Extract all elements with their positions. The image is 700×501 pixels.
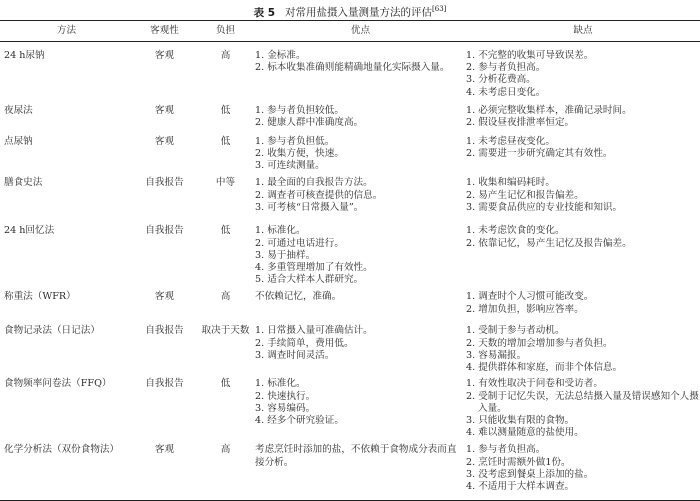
pros-item: 1. 标准化。 [255,378,306,390]
cons-list [466,291,700,315]
cell-burden: 高 [220,291,231,303]
pros-item: 2. 标本收集准确则能精确地量化实际摄入量。 [255,62,450,74]
cell-objectivity: 自我报告 [145,325,184,337]
table-row [0,99,700,132]
cell-method: 24 h回忆法 [4,225,55,237]
header-objectivity: 客观性 [150,24,179,36]
pros-item: 1. 参与者负担低。 [255,135,335,147]
cell-cons [466,374,700,439]
pros-item: 3. 易于抽样。 [255,249,316,261]
cell-burden: 高 [220,50,231,61]
cell-pros [255,132,466,173]
cons-item: 4. 不适用于大样本调查。 [466,481,575,493]
cell-objectivity: 自我报告 [145,177,184,189]
cons-item: 1. 未考虑饮食的变化。 [466,225,565,237]
cons-list [466,444,700,493]
pros-item: 2. 收集方便，快速。 [255,148,344,160]
cons-item: 2. 增加负担，影响应答率。 [466,303,584,315]
cell-pros [255,219,466,286]
pros-item: 3. 容易编码。 [255,402,316,414]
pros-list [255,50,466,74]
pros-text: 不依赖记忆，准确。 [255,291,342,303]
cell-cons [466,286,700,321]
cell-cons [466,219,700,286]
cell-cons [466,132,700,173]
cell-pros [255,374,466,439]
pros-item: 1. 标准化。 [255,225,306,237]
cons-item: 1. 调查时个人习惯可能改变。 [466,291,594,303]
pros-item: 2. 可通过电话进行。 [255,237,344,249]
cell-method: 食物频率问卷法（FFQ） [4,378,112,390]
table-row [0,219,700,286]
cell-objectivity: 客观 [154,135,175,147]
pros-list [255,325,466,362]
cons-item: 2. 烹饪时需额外做1份。 [466,456,571,468]
cell-method: 食物记录法（日记法） [4,325,100,337]
pros-item: 2. 快速执行。 [255,390,316,402]
header-burden: 负担 [215,24,236,36]
cell-pros [255,286,466,321]
cell-burden: 低 [220,135,231,147]
cell-cons [466,99,700,132]
cons-item: 1. 必须完整收集样本，准确记录时间。 [466,104,632,116]
cons-list [466,225,700,249]
pros-item: 3. 调查时间灵活。 [255,349,335,361]
header-row [0,21,700,42]
cons-item: 3. 容易漏报。 [466,349,527,361]
pros-item: 5. 适合大样本人群研究。 [255,274,364,286]
cell-burden: 取决于天数 [201,325,250,337]
cons-item: 1. 收集和编码耗时。 [466,177,555,189]
cons-item: 2. 受制于记忆失误，无法总结摄入量及错误感知个人摄入量。 [466,390,699,414]
cell-objectivity: 自我报告 [145,225,184,237]
caption-text: 对常用盐摄入量测量方法的评估 [285,6,433,19]
pros-item: 2. 调查者可核查提供的信息。 [255,189,383,201]
pros-list [255,378,466,427]
cons-item: 3. 只能收集有限的食物。 [466,415,575,427]
table-row [0,132,700,173]
cell-burden: 高 [220,444,231,456]
pros-list [255,225,466,286]
table-row [0,42,700,99]
pros-item: 1. 金标准。 [255,50,306,61]
cell-pros [255,42,466,99]
cell-objectivity: 客观 [154,50,175,61]
pros-item: 3. 可连续测量。 [255,160,325,172]
cell-method: 膳食史法 [4,177,43,189]
table-row [0,286,700,321]
table-row [0,172,700,219]
cons-item: 1. 参与者负担高。 [466,444,546,456]
cell-burden: 中等 [215,177,236,189]
pros-list [255,177,466,214]
pros-item: 3. 可考核“日常摄入量”。 [255,201,364,213]
cell-cons [466,439,700,500]
pros-item: 2. 手续简单，费用低。 [255,337,354,349]
cell-method: 点尿钠 [4,135,33,147]
cell-objectivity: 客观 [154,444,175,456]
salt-measurement-table [0,20,700,501]
cons-item: 2. 易产生记忆和报告偏差。 [466,189,584,201]
cell-cons [466,42,700,99]
cons-list [466,177,700,214]
pros-item: 4. 多重管理增加了有效性。 [255,262,373,274]
cell-method: 24 h尿钠 [4,50,45,61]
header-cons: 缺点 [573,24,593,36]
cons-list [466,105,700,129]
table-row [0,321,700,374]
cons-list [466,325,700,374]
cell-cons [466,321,700,374]
cons-item: 1. 受制于参与者动机。 [466,325,565,337]
caption-reference: [63] [432,5,447,13]
cons-list [466,378,700,439]
header-pros: 优点 [350,24,371,36]
header-method: 方法 [56,24,77,36]
table-caption [0,3,700,20]
cons-item: 2. 需要进一步研究确定其有效性。 [466,148,613,160]
cell-pros [255,439,466,500]
cell-pros [255,172,466,219]
pros-list [255,105,466,129]
cell-pros [255,321,466,374]
cell-objectivity: 自我报告 [145,378,184,390]
cons-item: 1. 未考虑昼夜变化。 [466,135,555,147]
table-row [0,374,700,439]
pros-item: 4. 经多个研究验证。 [255,415,344,427]
cell-objectivity: 客观 [154,104,175,116]
cons-item: 3. 需要食品供应的专业技能和知识。 [466,201,623,213]
cons-list [466,50,700,99]
cons-item: 4. 未考虑日变化。 [466,86,546,98]
cell-burden: 低 [220,378,231,390]
cell-burden: 低 [220,225,231,237]
cons-item: 4. 难以测量随意的盐使用。 [466,427,584,439]
cell-objectivity: 客观 [154,291,175,303]
cell-method: 化学分析法（双份食物法） [4,444,120,456]
cons-item: 2. 依靠记忆，易产生记忆及报告偏差。 [466,237,632,249]
pros-item: 2. 健康人群中准确度高。 [255,117,364,129]
cons-item: 3. 分析花费高。 [466,74,536,86]
cons-item: 2. 参与者负担高。 [466,62,546,74]
cons-item: 1. 不完整的收集可导致误差。 [466,50,594,61]
cell-method: 夜尿法 [4,104,33,116]
pros-list [255,136,466,173]
pros-text: 考虑烹饪时添加的盐，不依赖于食物成分表而直接分析。 [255,444,457,468]
cons-item: 2. 假设昼夜排泄率恒定。 [466,117,575,129]
cons-item: 2. 天数的增加会增加参与者负担。 [466,337,613,349]
cell-burden: 低 [220,104,231,116]
cell-cons [466,172,700,219]
pros-item: 1. 参与者负担较低。 [255,104,344,116]
cell-pros [255,99,466,132]
table-row [0,439,700,500]
cons-list [466,136,700,160]
caption-label: 表 5 [253,6,276,19]
cons-item: 1. 有效性取决于问卷和受访者。 [466,378,603,390]
pros-item: 1. 日常摄入量可准确估计。 [255,325,373,337]
cons-item: 3. 没考虑到餐桌上添加的盐。 [466,468,594,480]
pros-item: 1. 最全面的自我报告方法。 [255,177,373,189]
cons-item: 4. 提供群体和家庭，而非个体信息。 [466,362,623,374]
cell-method: 称重法（WFR） [4,291,76,303]
